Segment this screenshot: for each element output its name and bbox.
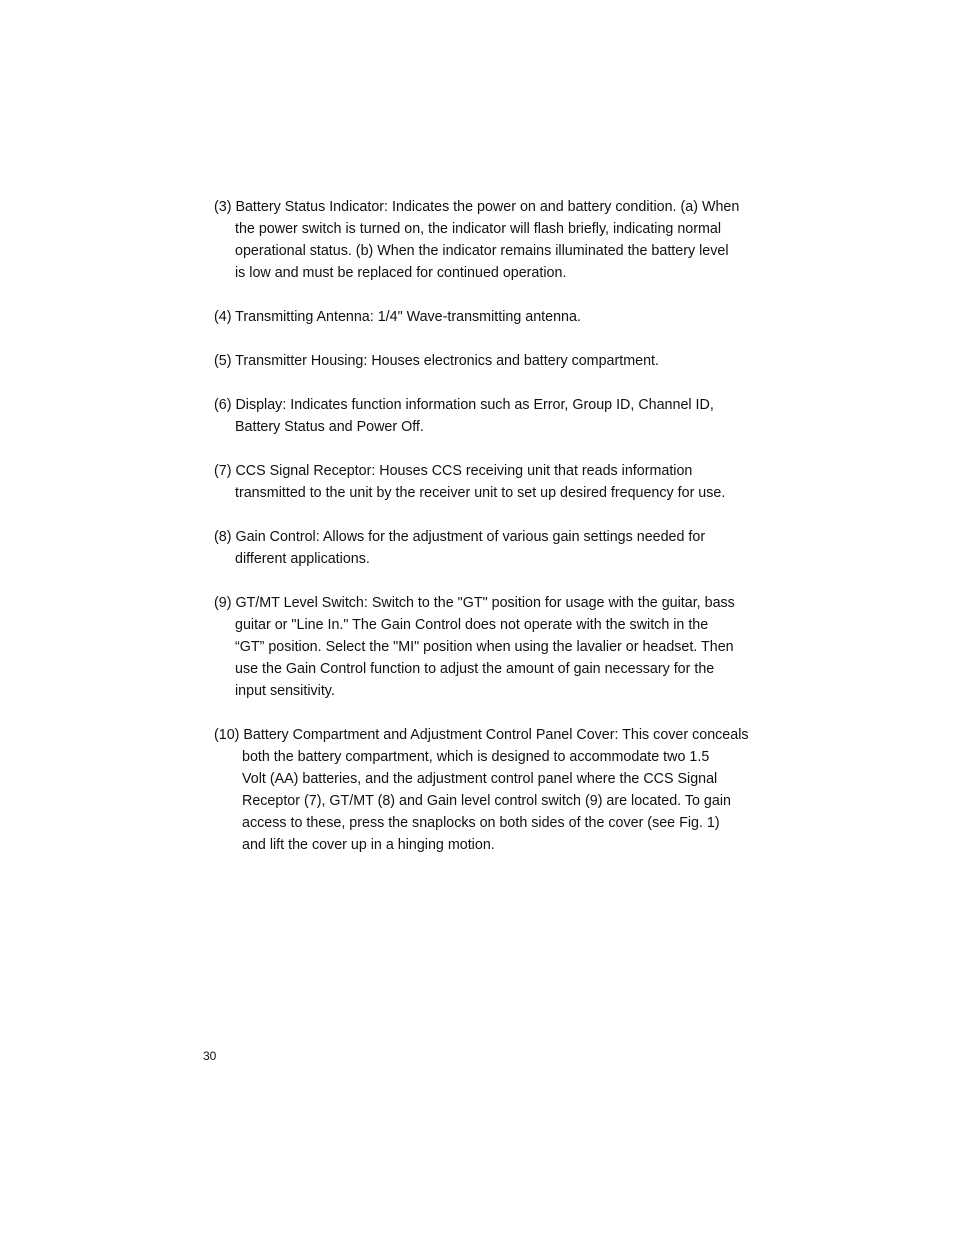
list-item-6-display bbox=[214, 394, 774, 438]
list-item-5-transmitter-housing bbox=[214, 350, 774, 372]
text-line: Battery Status and Power Off. bbox=[235, 419, 424, 435]
page-number: 30 bbox=[203, 1049, 217, 1063]
text-line: both the battery compartment, which is designed to accommodate two 1.5 bbox=[242, 749, 710, 765]
text-line: transmitted to the unit by the receiver unit to set up desired frequency for use. bbox=[235, 485, 726, 501]
text-line: use the Gain Control function to adjust the amount of gain necessary for the bbox=[235, 661, 715, 677]
text-line: (9) GT/MT Level Switch: Switch to the "GT" position for usage with the guitar, bass bbox=[214, 595, 735, 611]
text-line: is low and must be replaced for continued operation. bbox=[235, 265, 567, 281]
text-line: Volt (AA) batteries, and the adjustment control panel where the CCS Signal bbox=[242, 771, 718, 787]
list-item-3-battery-status-indicator bbox=[214, 196, 774, 284]
list-item-9-gt-mt-level-switch bbox=[214, 592, 774, 702]
text-line: Receptor (7), GT/MT (8) and Gain level control switch (9) are located. To gain bbox=[242, 793, 731, 809]
list-item-4-transmitting-antenna bbox=[214, 306, 774, 328]
text-line: “GT” position. Select the "MI" position when using the lavalier or headset. Then bbox=[235, 639, 734, 655]
text-line: the power switch is turned on, the indicator will flash briefly, indicating normal bbox=[235, 221, 722, 237]
text-line: input sensitivity. bbox=[235, 683, 335, 699]
list-item-7-ccs-signal-receptor bbox=[214, 460, 774, 504]
list-item-10-battery-compartment-cover bbox=[214, 724, 774, 856]
text-line: (10) Battery Compartment and Adjustment Control Panel Cover: This cover conceals bbox=[214, 727, 749, 743]
text-line: (5) Transmitter Housing: Houses electronics and battery compartment. bbox=[214, 353, 659, 369]
text-line: (7) CCS Signal Receptor: Houses CCS receiving unit that reads information bbox=[214, 463, 693, 479]
page-content bbox=[214, 196, 774, 878]
text-line: guitar or "Line In." The Gain Control does not operate with the switch in the bbox=[235, 617, 709, 633]
text-line: operational status. (b) When the indicator remains illuminated the battery level bbox=[235, 243, 729, 259]
text-line: and lift the cover up in a hinging motion. bbox=[242, 837, 495, 853]
text-line: access to these, press the snaplocks on both sides of the cover (see Fig. 1) bbox=[242, 815, 720, 831]
text-line: (8) Gain Control: Allows for the adjustment of various gain settings needed for bbox=[214, 529, 706, 545]
text-line: (3) Battery Status Indicator: Indicates the power on and battery condition. (a) When bbox=[214, 199, 740, 215]
text-line: different applications. bbox=[235, 551, 370, 567]
text-line: (4) Transmitting Antenna: 1/4" Wave-transmitting antenna. bbox=[214, 309, 581, 325]
list-item-8-gain-control bbox=[214, 526, 774, 570]
text-line: (6) Display: Indicates function information such as Error, Group ID, Channel ID, bbox=[214, 397, 714, 413]
